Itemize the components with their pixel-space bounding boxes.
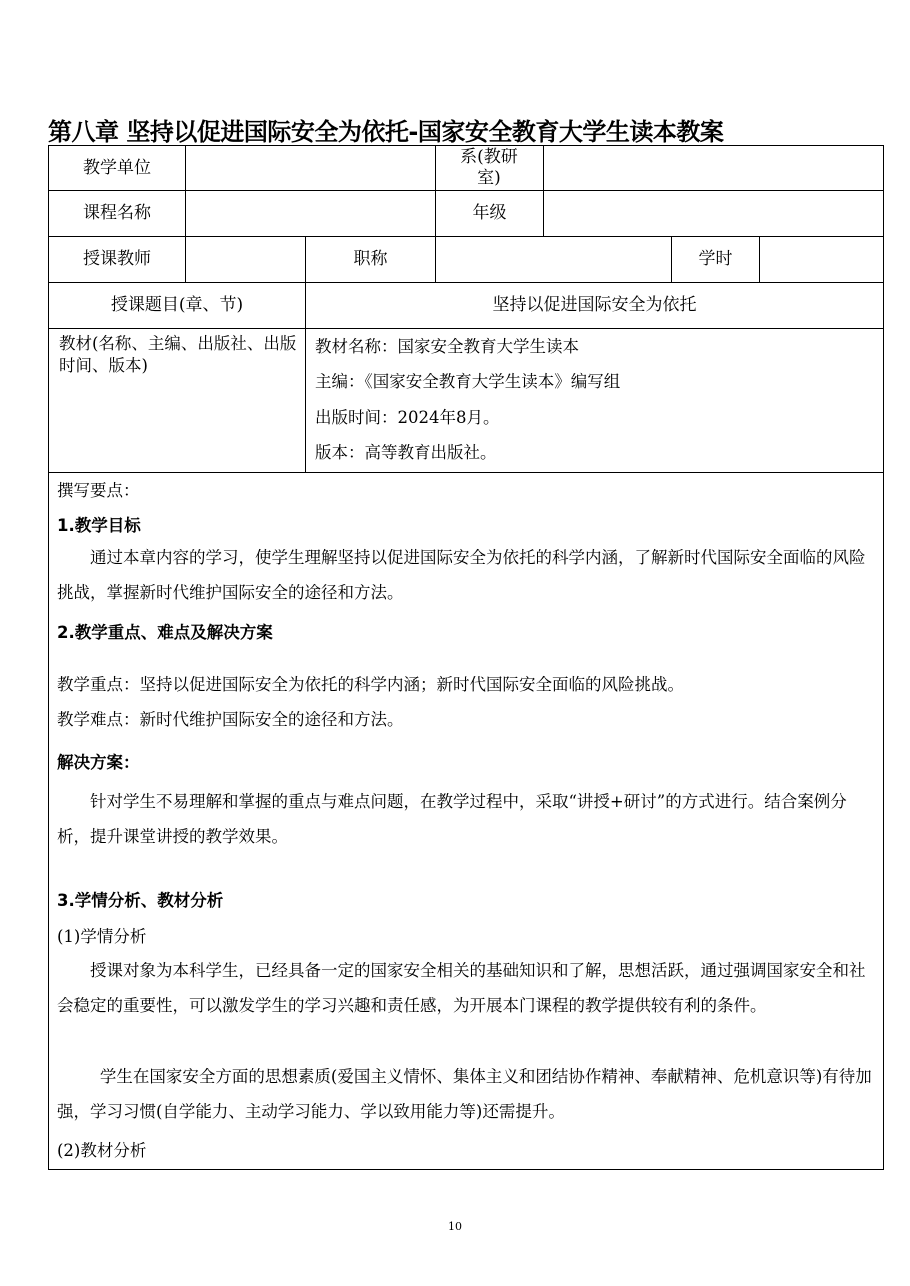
hours-value[interactable]	[760, 237, 883, 282]
key-point-text: 教学重点：坚持以促进国际安全为依托的科学内涵；新时代国际安全面临的风险挑战。	[57, 675, 684, 694]
topic-value: 坚持以促进国际安全为依托	[492, 295, 697, 315]
grade-label: 年级	[472, 203, 507, 223]
section-3-heading: 3.学情分析、教材分析	[57, 891, 224, 910]
textbook-analysis-heading: (2)教材分析	[57, 1141, 147, 1160]
job-title-value[interactable]	[436, 237, 671, 282]
textbook-label: 教材(名称、主编、出版社、出版时间、版本)	[59, 334, 297, 375]
row-divider	[49, 328, 883, 329]
hours-label: 学时	[698, 249, 733, 269]
section-2-heading: 2.教学重点、难点及解决方案	[57, 623, 273, 642]
teacher-label: 授课教师	[83, 249, 151, 269]
solution-heading: 解决方案：	[57, 753, 140, 772]
lesson-plan-table	[48, 145, 884, 1170]
grade-value[interactable]	[544, 191, 883, 236]
textbook-edition: 版本：高等教育出版社。	[315, 443, 497, 462]
teaching-unit-value[interactable]	[186, 146, 435, 190]
course-name-value[interactable]	[186, 191, 435, 236]
teaching-unit-label: 教学单位	[83, 157, 151, 178]
section-1-text: 通过本章内容的学习，使学生理解坚持以促进国际安全为依托的科学内涵，了解新时代国际安全面临的风险挑战，掌握新时代维护国际安全的途径和方法。	[57, 548, 866, 602]
textbook-editor: 主编：《国家安全教育大学生读本》编写组	[315, 372, 621, 391]
department-value[interactable]	[544, 146, 883, 190]
department-label: 系(教研室)	[460, 147, 518, 188]
teacher-value[interactable]	[186, 237, 305, 282]
difficult-point-text: 教学难点：新时代维护国际安全的途径和方法。	[57, 710, 404, 729]
job-title-label: 职称	[353, 249, 388, 269]
student-analysis-text-2: 学生在国家安全方面的思想素质(爱国主义情怀、集体主义和团结协作精神、奉献精神、危机意识等)有待加强，学习习惯(自学能力、主动学习能力、学以致用能力等)还需提升。	[57, 1067, 872, 1121]
row-divider	[49, 472, 883, 473]
student-analysis-heading: (1)学情分析	[57, 927, 147, 946]
page-title: 第八章 坚持以促进国际安全为依托-国家安全教育大学生读本教案	[48, 118, 724, 146]
solution-text: 针对学生不易理解和掌握的重点与难点问题，在教学过程中，采取“讲授+研讨”的方式进行。结合案例分析，提升课堂讲授的教学效果。	[57, 792, 847, 846]
section-1-heading: 1.教学目标	[57, 516, 141, 535]
page-number: 10	[448, 1220, 462, 1233]
textbook-name: 教材名称：国家安全教育大学生读本	[315, 337, 579, 356]
course-name-label: 课程名称	[83, 203, 151, 223]
topic-label: 授课题目(章、节)	[110, 295, 244, 315]
textbook-publish-date: 出版时间：2024年8月。	[315, 408, 500, 427]
student-analysis-text-1: 授课对象为本科学生，已经具备一定的国家安全相关的基础知识和了解，思想活跃，通过强调国家安全和社会稳定的重要性，可以激发学生的学习兴趣和责任感，为开展本门课程的教学提供较有利的条件。	[57, 961, 866, 1015]
writing-points-label: 撰写要点：	[57, 481, 140, 500]
